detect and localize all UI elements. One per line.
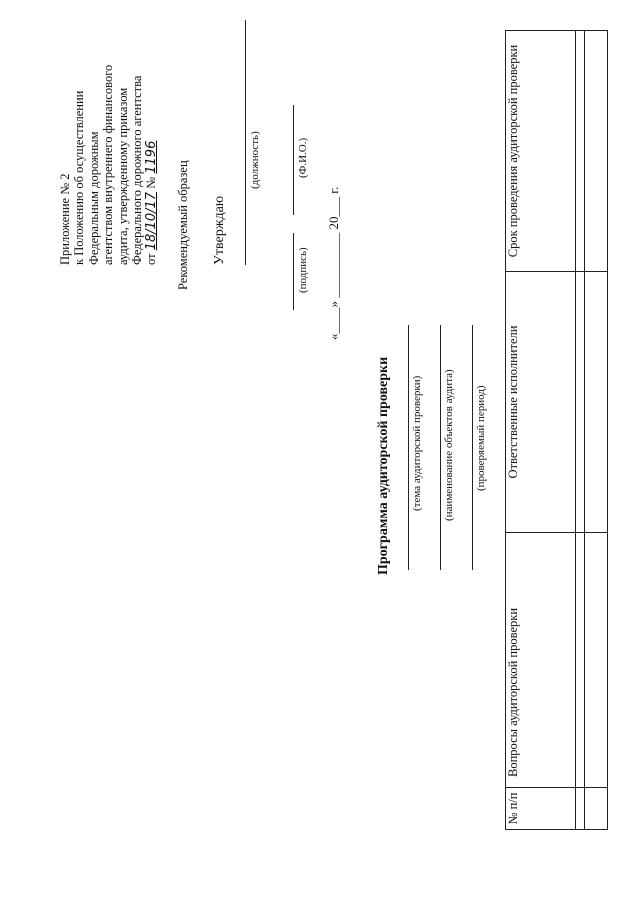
header-questions: Вопросы аудиторской проверки [506, 533, 576, 788]
audit-program-table [505, 30, 608, 830]
fio-caption: (Ф.И.О.) [297, 137, 309, 178]
signature-caption: (подпись) [297, 247, 309, 293]
appendix-line-5: аудита, утвержденному приказом [115, 87, 130, 265]
appendix-line-3: Федеральным дорожным [86, 131, 101, 265]
table-cell [576, 272, 585, 533]
table-cell [576, 533, 585, 788]
topic-caption: (тема аудиторской проверки) [411, 375, 423, 511]
appendix-line-2: к Положению об осуществлении [72, 90, 87, 265]
period-caption: (проверяемый период) [475, 385, 487, 491]
program-title: Программа аудиторской проверки [376, 356, 391, 575]
position-caption: (должность) [249, 131, 261, 189]
header-responsible: Ответственные исполнители [506, 272, 576, 533]
objects-line [440, 325, 441, 570]
appendix-date-line [144, 15, 159, 265]
table-header-row [506, 31, 576, 830]
recommended-sample-label: Рекомендуемый образец [176, 160, 190, 290]
position-line [245, 20, 246, 265]
signature-line [293, 233, 294, 310]
table-cell [585, 533, 608, 788]
table-cell [576, 31, 585, 272]
header-number: № п/п [506, 788, 576, 830]
header-term: Срок проведения аудиторской проверки [506, 31, 576, 272]
topic-line [408, 325, 409, 570]
table-cell [585, 272, 608, 533]
appendix-line-6: Федерального дорожного агентства [130, 75, 145, 265]
approve-heading: Утверждаю [212, 195, 227, 265]
objects-caption: (наименование объектов аудита) [443, 369, 455, 521]
number-prefix: № [144, 176, 159, 189]
date-prefix: от [144, 253, 159, 265]
table-cell [576, 788, 585, 830]
appendix-block [58, 15, 160, 265]
approval-date-line: «____» __________ 20___ г. [326, 186, 341, 340]
period-line [472, 325, 473, 570]
handwritten-date: 18/10/17 [144, 191, 160, 251]
appendix-line-1: Приложение № 2 [58, 173, 72, 265]
appendix-line-4: агентством внутреннего финансового [101, 64, 116, 265]
table-row [585, 31, 608, 830]
table-cell [585, 31, 608, 272]
table-row [576, 31, 585, 830]
table-cell [585, 788, 608, 830]
handwritten-number: 1196 [144, 140, 160, 174]
fio-line [293, 105, 294, 215]
